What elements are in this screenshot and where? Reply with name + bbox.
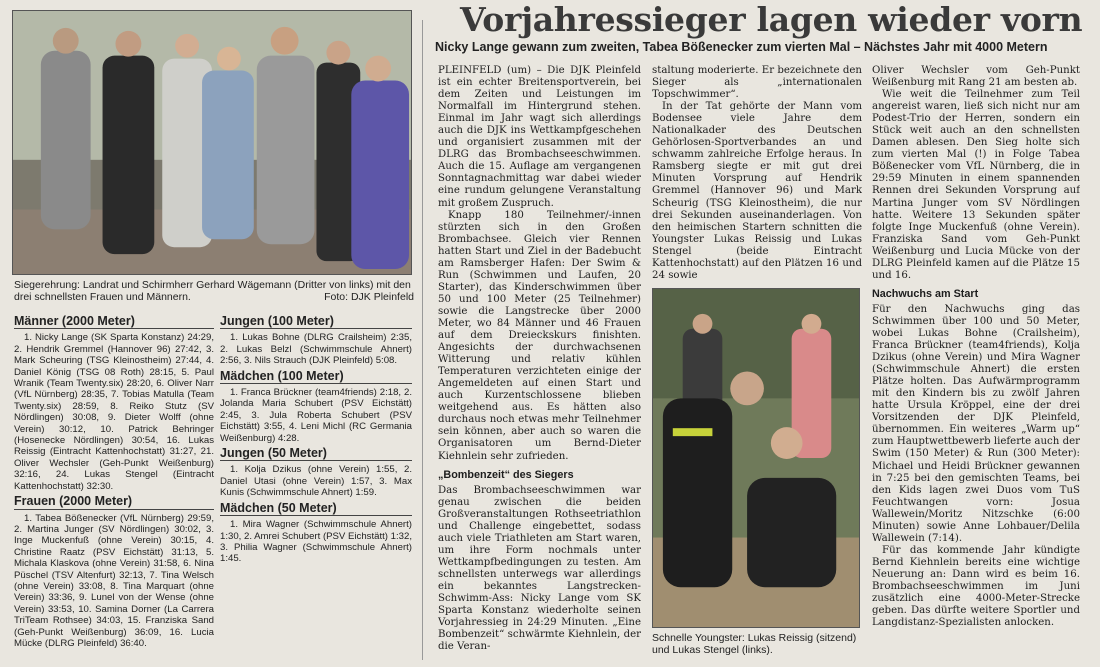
results-jungen50-title: Jungen (50 Meter) [220, 448, 412, 461]
article-column-1 [438, 65, 641, 665]
results-jungen100-text: 1. Lukas Bohne (DLRG Crailsheim) 2:35, 2. Lukas Belzl (Schwimmschule Ahnert) 2:56, 3. Nils Strauch (DJK Pleinfeld) 5:08. [220, 332, 412, 367]
subheadline: Nicky Lange gewann zum zweiten, Tabea Bößenecker zum vierten Mal – Nächstes Jahr mit 4000 Metern [435, 40, 1048, 54]
results-maedchen100-text: 1. Franca Brückner (team4friends) 2:18, 2. Jolanda Maria Schubert (PSV Eichstätt) 2:45, 3. Jula Roberta Schubert (PSV Eichstätt) 3:55, 4. Leni Michl (RC Germania Weißenburg) 4:28. [220, 387, 412, 444]
award-ceremony-photo [12, 10, 412, 275]
article-subheading: Nachwuchs am Start [872, 287, 979, 300]
headline: Vorjahressieger lagen wieder vorn [460, 0, 1083, 39]
article-paragraph: Knapp 180 Teilnehmer/-innen stürzten sich in den Großen Brombachsee. Gleich vier Rennen hatten Start und Ziel in der Badebucht am Ramsberger Hafen: Der Swim & Run (Schwimmen und Laufen, 20 Starter), das Kinderschwimmen über 50 und 100 Meter (25 Teilnehmer) sowie die Langstrecke über 2000 Meter, wo 84 Männer und 46 Frauen auf dem Dreieckskurs finishten. Angesichts der durchwachsenen Witterung und relativ kühlen Temperaturen verzichteten einige der Angemeldeten auf einen Start und auch Kurzentschlossene blieben weitgehend aus. Es hätten also durchaus noch etwas mehr Teilnehmer sein können, aber auch so waren die Organisatoren um Bernd-Dieter Kiehnlein sehr zufrieden. [438, 209, 641, 462]
results-maedchen50-text: 1. Mira Wagner (Schwimmschule Ahnert) 1:30, 2. Amrei Schubert (PSV Eichstätt) 1:32, 3. Philia Wagner (Schwimmschule Ahnert) 1:45. [220, 519, 412, 565]
article-column-2 [652, 65, 862, 285]
article-subheading: „Bombenzeit“ des Siegers [438, 468, 574, 481]
article-paragraph: Für den Nachwuchs ging das Schwimmen über 100 und 50 Meter, wobei Lukas Bohne (Crailsheim), Franca Brückner (team4friends), Kolja Dzikus (ohne Verein) und Mira Wagner (Schwimmschule Ahnert) die ersten Plätze holten. Das Aufwärmprogramm mit den Kindern bis zu zwölf Jahren hatte Ursula Kröppel, eine der drei Vorsitzenden der DJK Pleinfeld, übernommen. Ein weiteres „Warm up“ zum Hauptwettbewerb lieferte auch der Swim (150 Meter) & Run (300 Meter): Michael und Heidi Brückner gewannen in 7:25 bei den gemischten Teams, bei den Kids lagen zwei Duos vom TuS Feuchtwangen vorn: Josua Wallewein/Moritz Nitzschke (6:00 Minuten) sowie Anne Lohbauer/Delila Wallewein (7:14). [872, 303, 1080, 544]
results-column-left [14, 312, 214, 662]
photo1-caption-text: Siegerehrung: Landrat und Schirmherr Gerhard Wägemann (Dritter von links) mit den drei schnellsten Frauen und Männern. [14, 279, 411, 303]
article-paragraph: Oliver Wechsler vom Geh-Punkt Weißenburg mit Rang 21 am besten ab. [872, 65, 1080, 89]
photo2-caption: Schnelle Youngster: Lukas Reissig (sitzend) und Lukas Stengel (links). [652, 632, 857, 656]
article-paragraph: Für das kommende Jahr kündigte Bernd Kiehnlein bereits eine wichtige Neuerung an: Dann wird es beim 16. Brombachseeschwimmen im Juni zusätzlich eine 4000-Meter-Strecke geben. Das dürfte weitere Sportler und Langdistanz-Spezialisten anlocken. [872, 544, 1080, 629]
youngsters-photo [652, 288, 860, 628]
photo1-caption [14, 279, 414, 305]
article-paragraph: Das Brombachseeschwimmen war genau zwischen die beiden Großveranstaltungen Rothseetriathlon und Challenge eingebettet, sodass auch viele Triathleten am Start waren, um ihre Form nochmals unter Wettkampfbedingungen zu testen. Am schnellsten unterwegs war allerdings ein bekanntes Langstrecken-Schwimm-Ass: Nicky Lange vom SK Sparta Konstanz wiederholte seinen Vorjahressieg in 24:29 Minuten. „Eine Bombenzeit“ schwärmte Kiehnlein, der die Veran- [438, 484, 641, 653]
results-jungen100-title: Jungen (100 Meter) [220, 316, 412, 329]
results-maedchen100-title: Mädchen (100 Meter) [220, 371, 412, 384]
results-frauen-title: Frauen (2000 Meter) [14, 496, 214, 509]
article-column-3 [872, 65, 1080, 665]
article-intro: PLEINFELD (um) – Die DJK Pleinfeld ist ein echter Breitensportverein, bei dem Zeiten und Leistungen im Normalfall im Hintergrund stehen. Einmal im Jahr wagt sich allerdings auch die DJK ins Wettkampfgeschehen und organisiert zusammen mit der DLRG das Brombachseeschwimmen. Auch die 15. Auflage am vergangenen Sonntagnachmittag war dabei wieder eine rundum gelungene Veranstaltung mit großem Zuspruch. [438, 65, 641, 209]
article-paragraph: staltung moderierte. Er bezeichnete den Sieger als „internationalen Topschwimmer“. [652, 65, 862, 101]
results-maenner-text: 1. Nicky Lange (SK Sparta Konstanz) 24:29, 2. Hendrik Gremmel (Hannover 96) 27:42, 3. Mark Scheuring (TSG Kleinostheim) 27:44, 4. Daniel König (TSG 08 Roth) 28:15, 5. Paul Wranik (Team Twenty.six) 28:20, 6. Oliver Narr (VfL Nürnberg) 28:35, 7. Tobias Matulla (Team Twenty.six) 28:59, 8. Reiko Stutz (SV Nördlingen) 30:08, 9. Dieter Wolff (ohne Verein) 30:12, 10. Patrick Behringer (Hosenecke Nördlingen) 30:54, 16. Lukas Reissig (Eintracht Kattenhochstatt) 31:27, 21. Oliver Wechsler (Geh-Punkt Weißenburg) 32:16, 24. Lukas Stengel (Eintracht Kattenhochstatt) 32:30. [14, 332, 214, 492]
results-maedchen50-title: Mädchen (50 Meter) [220, 503, 412, 516]
photo1-credit: Foto: DJK Pleinfeld [324, 291, 414, 303]
article-paragraph: In der Tat gehörte der Mann vom Bodensee viele Jahre dem Nationalkader des Deutschen Gehörlosen-Sportverbandes an und schwamm zahlreiche Erfolge heraus. In Ramsberg siegte er mit gut drei Minuten Vorsprung auf Hendrik Gremmel (Hannover 96) und Mark Scheurig (TSG Kleinostheim), die nur drei Sekunden auseinanderlagen. Von den heimischen Startern schnitten die Youngster Lukas Reissig und Lukas Stengel (beide Eintracht Kattenhochstatt) auf den Plätzen 16 und 24 sowie [652, 101, 862, 281]
results-column-right [220, 312, 412, 662]
results-frauen-text: 1. Tabea Bößenecker (VfL Nürnberg) 29:59, 2. Martina Junger (SV Nördlingen) 30:02, 3. Inge Muckenfuß (ohne Verein) 30:15, 4. Christine Raatz (PSV Eichstätt) 31:13, 5. Michala Klaskova (ohne Verein) 31:58, 6. Nina Püschel (TSV Altenfurt) 32:13, 7. Tina Welsch (ohne Verein) 33:08, 8. Tina Marquart (ohne Verein) 33:36, 9. Lunel von der Wense (ohne Verein) 33:53, 10. Samina Dorner (La Carrera TriTeam Rothsee) 34:03, 15. Franziska Sand (Geh-Punkt Weißenburg) 36:09, 16. Lucia Mücke (DLRG Pleinfeld) 36:40. [14, 512, 214, 649]
results-jungen50-text: 1. Kolja Dzikus (ohne Verein) 1:55, 2. Daniel Utasi (ohne Verein) 1:57, 3. Max Kunis (Schwimmschule Ahnert) 1:59. [220, 464, 412, 499]
results-maenner-title: Männer (2000 Meter) [14, 316, 214, 329]
article-paragraph: Wie weit die Teilnehmer zum Teil angereist waren, ließ sich nicht nur am Podest-Trio der Herren, sondern ein Stück weit auch an den schnellsten Damen ablesen. Den Sieg holte sich zum vierten Mal (!) in Folge Tabea Bößenecker vom VfL Nürnberg, die in 29:59 Minuten in einem spannenden Rennen drei Sekunden Vorsprung auf Martina Junger vom SV Nördlingen hatte. Weitere 13 Sekunden später folgte Inge Muckenfuß (ohne Verein). Franziska Sand vom Geh-Punkt Weißenburg und Lucia Mücke von der DLRG Pleinfeld kamen auf die Plätze 15 und 16. [872, 89, 1080, 281]
column-divider [422, 20, 423, 660]
